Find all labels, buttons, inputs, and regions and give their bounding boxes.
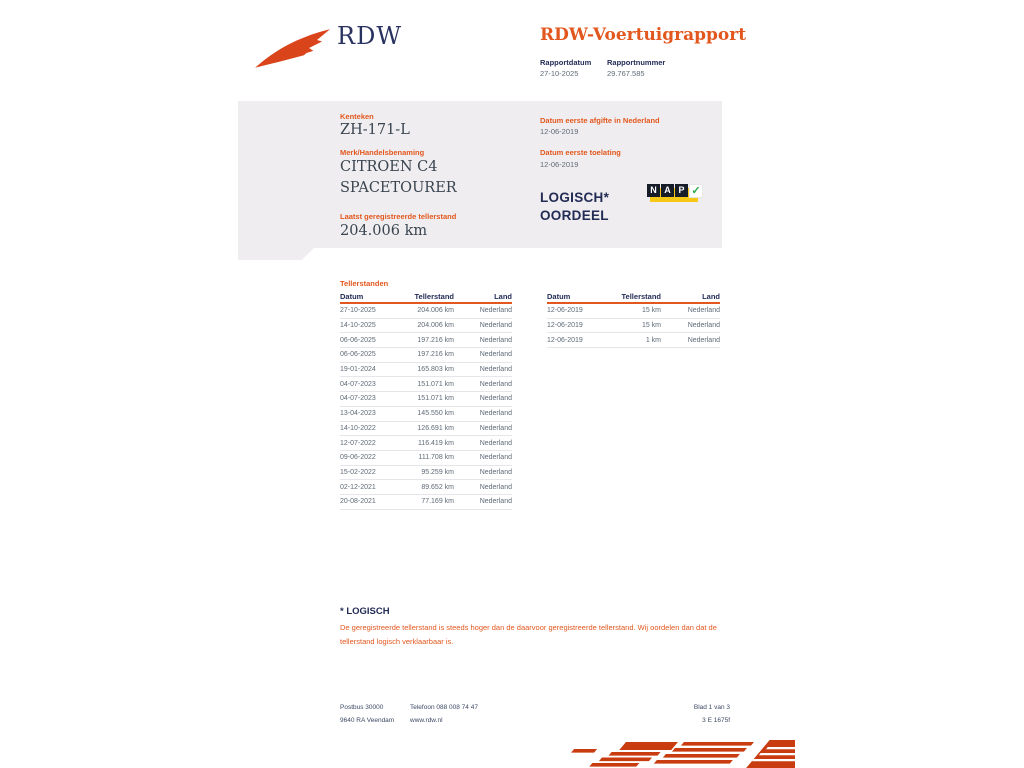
afgifte-label: Datum eerste afgifte in Nederland: [540, 116, 660, 125]
table-row: [340, 436, 512, 451]
footer-page-number: Blad 1 van 3: [693, 704, 730, 711]
land-cell: Nederland: [687, 322, 720, 330]
land-cell: Nederland: [479, 307, 512, 315]
table-header-row: [340, 291, 512, 304]
oordeel-line1: LOGISCH*: [540, 190, 610, 205]
merk-value-line2: SPACETOURER: [340, 180, 457, 196]
tellerstand-cell: 15 km: [641, 322, 661, 330]
table-row: [340, 466, 512, 481]
land-cell: Nederland: [479, 351, 512, 359]
toelating-label: Datum eerste toelating: [540, 148, 621, 157]
datum-cell: 12-06-2019: [547, 336, 583, 344]
kenteken-label: Kenteken: [340, 112, 374, 121]
oordeel-line2: OORDEEL: [540, 208, 609, 223]
rdw-logo-feather-icon: [253, 26, 333, 70]
tellerstanden-table-left: [340, 291, 512, 510]
table-row: [340, 480, 512, 495]
summary-box-tail: [238, 248, 314, 260]
oordeel-text: [540, 189, 609, 225]
land-cell: Nederland: [687, 336, 720, 344]
report-date-value: 27-10-2025: [540, 69, 579, 78]
footer-address-line1: Postbus 30000: [340, 704, 384, 711]
tellerstand-cell: 204.006 km: [417, 307, 454, 315]
table-header-row: [547, 291, 720, 304]
datum-cell: 15-02-2022: [340, 468, 376, 476]
tellerstand-cell: 1 km: [645, 336, 661, 344]
nap-logo: [647, 184, 703, 206]
tellerstand-cell: 126.691 km: [417, 424, 454, 432]
tellerstand-cell: 95.259 km: [421, 468, 454, 476]
logisch-note-body: De geregistreerde tellerstand is steeds hoger dan de daarvoor geregistreerde tellerstand. Wij oordelen dan dat de tellerstand logisch verklaarbaar is.: [340, 623, 717, 646]
land-cell: Nederland: [479, 380, 512, 388]
tellerstand-cell: 111.708 km: [418, 454, 454, 462]
tellerstand-cell: 15 km: [641, 307, 661, 315]
table-row: [340, 348, 512, 363]
datum-cell: 12-06-2019: [547, 322, 583, 330]
land-cell: Nederland: [479, 483, 512, 491]
report-number-value: 29.767.585: [607, 69, 645, 78]
table-row: [547, 304, 720, 319]
footer-address-line2: 9640 RA Veendam: [340, 717, 395, 724]
datum-cell: 06-06-2025: [340, 336, 376, 344]
table-row: [340, 451, 512, 466]
tellerstand-cell: 77.169 km: [421, 498, 454, 506]
tellerstand-cell: 116.419 km: [417, 439, 454, 447]
tellerstand-cell: 204.006 km: [417, 322, 454, 330]
tellerstand-cell: 145.550 km: [417, 410, 454, 418]
datum-cell: 06-06-2025: [340, 351, 376, 359]
report-number-label: Rapportnummer: [607, 58, 666, 67]
datum-cell: 14-10-2022: [340, 424, 376, 432]
rdw-logo-text: RDW: [337, 22, 402, 50]
column-header-tellerstand: Tellerstand: [621, 292, 661, 301]
tellerstand-cell: 197.216 km: [417, 351, 454, 359]
land-cell: Nederland: [479, 395, 512, 403]
nap-letter-p: P: [675, 184, 688, 197]
column-header-datum: Datum: [340, 292, 364, 301]
table-row: [340, 304, 512, 319]
datum-cell: 20-08-2021: [340, 498, 376, 506]
tables-heading: Tellerstanden: [340, 279, 389, 288]
report-title: RDW-Voertuigrapport: [540, 25, 747, 45]
datum-cell: 04-07-2023: [340, 380, 376, 388]
land-cell: Nederland: [479, 424, 512, 432]
datum-cell: 13-04-2023: [340, 410, 376, 418]
nap-letter-n: N: [647, 184, 660, 197]
table-row: [547, 319, 720, 334]
column-header-land: Land: [702, 292, 720, 301]
land-cell: Nederland: [479, 336, 512, 344]
tellerstand-cell: 165.803 km: [417, 366, 454, 374]
footer-form-code: 3 E 1675f: [702, 717, 730, 724]
table-row: [340, 392, 512, 407]
land-cell: Nederland: [479, 468, 512, 476]
table-row: [547, 333, 720, 348]
merk-label: Merk/Handelsbenaming: [340, 148, 425, 157]
land-cell: Nederland: [479, 410, 512, 418]
column-header-datum: Datum: [547, 292, 571, 301]
footer-phone: Telefoon 088 008 74 47: [410, 704, 478, 711]
footer-website[interactable]: www.rdw.nl: [410, 717, 443, 724]
datum-cell: 14-10-2025: [340, 322, 376, 330]
toelating-value: 12-06-2019: [540, 160, 579, 169]
datum-cell: 19-01-2024: [340, 366, 376, 374]
table-row: [340, 377, 512, 392]
footer-address: [340, 701, 394, 727]
tellerstand-cell: 89.652 km: [421, 483, 454, 491]
tellerstand-cell: 151.071 km: [417, 380, 454, 388]
datum-cell: 04-07-2023: [340, 395, 376, 403]
land-cell: Nederland: [479, 366, 512, 374]
merk-value-line1: CITROEN C4: [340, 159, 438, 175]
tellerstand-cell: 151.071 km: [417, 395, 454, 403]
tellerstanden-table-right: [547, 291, 720, 348]
table-row: [340, 319, 512, 334]
nap-letter-a: A: [661, 184, 674, 197]
kenteken-value: ZH-171-L: [340, 122, 410, 138]
column-header-land: Land: [494, 292, 512, 301]
land-cell: Nederland: [479, 439, 512, 447]
nap-check-icon: ✓: [689, 184, 703, 198]
report-date-label: Rapportdatum: [540, 58, 592, 67]
land-cell: Nederland: [687, 307, 720, 315]
table-row: [340, 363, 512, 378]
datum-cell: 12-07-2022: [340, 439, 376, 447]
footer-contact: [410, 701, 478, 727]
table-row: [340, 407, 512, 422]
table-row: [340, 333, 512, 348]
footer-page-info: [620, 701, 730, 727]
tellerstand-value: 204.006 km: [340, 223, 428, 239]
land-cell: Nederland: [479, 454, 512, 462]
afgifte-value: 12-06-2019: [540, 127, 579, 136]
land-cell: Nederland: [479, 322, 512, 330]
rdw-stripes-decoration: [543, 736, 795, 768]
datum-cell: 12-06-2019: [547, 307, 583, 315]
datum-cell: 09-06-2022: [340, 454, 376, 462]
table-row: [340, 422, 512, 437]
land-cell: Nederland: [479, 498, 512, 506]
tellerstand-cell: 197.216 km: [417, 336, 454, 344]
datum-cell: 27-10-2025: [340, 307, 376, 315]
table-row: [340, 495, 512, 510]
tellerstand-label: Laatst geregistreerde tellerstand: [340, 212, 457, 221]
datum-cell: 02-12-2021: [340, 483, 376, 491]
column-header-tellerstand: Tellerstand: [414, 292, 454, 301]
logisch-note-title: * LOGISCH: [340, 606, 390, 617]
